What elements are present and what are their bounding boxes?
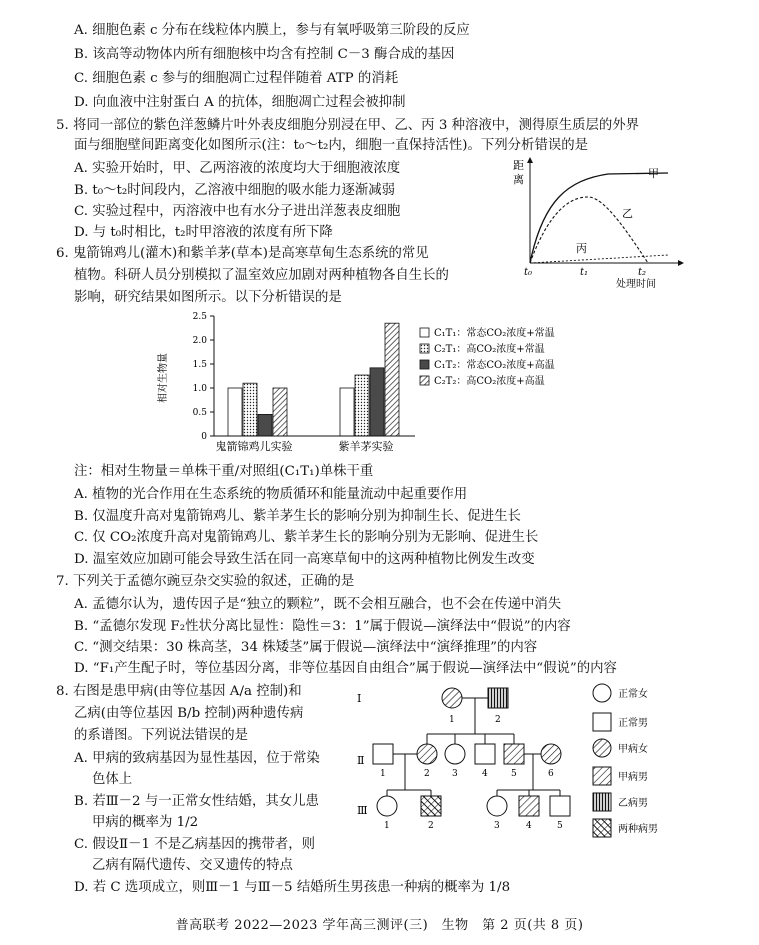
q7-stem: 7. 下列关于孟德尔豌豆杂交实验的叙述，正确的是 bbox=[56, 574, 355, 589]
generation-label-3: Ⅲ bbox=[357, 804, 368, 817]
pedigree-III-3 bbox=[487, 796, 507, 816]
q4-option-c: C. 细胞色素 c 参与的细胞凋亡过程伴随着 ATP 的消耗 bbox=[74, 71, 399, 86]
pedigree-II-3 bbox=[445, 744, 465, 764]
generation-label-1: Ⅰ bbox=[357, 692, 362, 705]
curve-label-bing: 丙 bbox=[576, 242, 587, 255]
svg-text:2: 2 bbox=[495, 715, 501, 725]
svg-text:2: 2 bbox=[424, 769, 430, 779]
chart-legend-swatch bbox=[420, 376, 429, 385]
svg-text:1: 1 bbox=[449, 715, 455, 725]
tick-t1: t₁ bbox=[580, 267, 589, 278]
q6-option-b: B. 仅温度升高对鬼箭锦鸡儿、紫羊茅生长的影响分别为抑制生长、促进生长 bbox=[74, 509, 521, 524]
pedigree-I-2 bbox=[488, 688, 508, 708]
q8-option-a-cont: 色体上 bbox=[92, 772, 133, 787]
legend-jia-female-icon bbox=[593, 739, 611, 757]
tick-t2: t₂ bbox=[638, 267, 647, 278]
q8-option-c: C. 假设Ⅱ－1 不是乙病基因的携带者，则 bbox=[74, 837, 316, 852]
q8-option-c-cont: 乙病有隔代遗传、交叉遗传的特点 bbox=[92, 858, 293, 873]
legend-label: 甲病女 bbox=[618, 744, 648, 755]
legend-label: 两种病男 bbox=[618, 824, 658, 835]
q8-option-b-cont: 甲病的概率为 1/2 bbox=[92, 815, 199, 830]
q8-stem-line1: 8. 右图是患甲病(由等位基因 A/a 控制)和 bbox=[56, 684, 302, 699]
chart-category-label: 鬼箭锦鸡儿实验 bbox=[215, 440, 293, 453]
pedigree-III-5 bbox=[550, 796, 570, 816]
chart-legend-label: C₁T₂：常态CO₂浓度+高温 bbox=[434, 360, 555, 371]
generation-label-2: Ⅱ bbox=[357, 754, 365, 767]
pedigree-II-5 bbox=[504, 744, 524, 764]
q6-option-c: C. 仅 CO₂浓度升高对鬼箭锦鸡儿、紫羊茅生长的影响分别为无影响、促进生长 bbox=[74, 530, 539, 545]
q4-option-d: D. 向血液中注射蛋白 A 的抗体，细胞凋亡过程会被抑制 bbox=[74, 95, 406, 110]
q6-note: 注：相对生物量＝单株干重/对照组(C₁T₁)单株干重 bbox=[74, 464, 374, 479]
svg-text:3: 3 bbox=[452, 769, 458, 779]
q6-stem-line1: 6. 鬼箭锦鸡儿(灌木)和紫羊茅(草本)是高寒草甸生态系统的常见 bbox=[56, 246, 429, 261]
q5-option-c: C. 实验过程中，丙溶液中也有水分子进出洋葱表皮细胞 bbox=[74, 204, 401, 219]
svg-text:4: 4 bbox=[526, 821, 532, 831]
q7-option-c: C. “测交结果：30 株高茎，34 株矮茎”属于假说—演绎法中“演绎推理”的内容 bbox=[74, 640, 538, 655]
q8-stem-line3: 的系谱图。下列说法错误的是 bbox=[74, 728, 249, 743]
pedigree-II-4 bbox=[475, 744, 495, 764]
curve-label-yi: 乙 bbox=[622, 207, 633, 220]
q4-option-a: A. 细胞色素 c 分布在线粒体内膜上，参与有氧呼吸第三阶段的反应 bbox=[74, 23, 470, 38]
q6-option-d: D. 温室效应加剧可能会导致生活在同一高寒草甸中的这两种植物比例发生改变 bbox=[74, 552, 535, 567]
q8-option-d: D. 若 C 选项成立，则Ⅲ－1 与Ⅲ－5 结婚所生男孩患一种病的概率为 1/8 bbox=[74, 880, 511, 895]
q5-stem-line2: 面与细胞壁间距离变化如图所示(注：t₀～t₂内，细胞一直保持活性)。下列分析错误的是 bbox=[74, 138, 589, 153]
q8-option-a: A. 甲病的致病基因为显性基因，位于常染 bbox=[74, 751, 320, 766]
svg-text:5: 5 bbox=[557, 821, 563, 831]
q7-option-d: D. “F₁产生配子时，等位基因分离，非等位基因自由组合”属于假说—演绎法中“假说”的内容 bbox=[74, 661, 617, 676]
page-footer: 普高联考 2022—2023 学年高三测评(三) 生物 第 2 页(共 8 页) bbox=[175, 918, 584, 933]
chart-y-tick-label: 2.5 bbox=[192, 312, 207, 322]
svg-text:6: 6 bbox=[548, 769, 554, 779]
q5-stem-line1: 5. 将同一部位的紫色洋葱鳞片叶外表皮细胞分别浸在甲、乙、丙 3 种溶液中，测得原生质层的外界 bbox=[56, 118, 640, 133]
q8-option-b: B. 若Ⅲ－2 与一正常女性结婚，其女儿患 bbox=[74, 794, 319, 809]
chart-legend-label: C₂T₁：高CO₂浓度+常温 bbox=[434, 344, 545, 355]
q8-pedigree bbox=[355, 682, 685, 852]
pedigree-III-1 bbox=[377, 796, 397, 816]
chart-y-label: 相对生物量 bbox=[158, 353, 169, 403]
legend-yi-male-icon bbox=[593, 793, 611, 811]
legend-label: 乙病男 bbox=[618, 798, 648, 809]
svg-text:4: 4 bbox=[482, 769, 488, 779]
graph-x-label: 处理时间 bbox=[616, 279, 656, 290]
chart-y-tick-label: 1.0 bbox=[192, 384, 207, 394]
chart-bar bbox=[228, 388, 242, 436]
pedigree-I-1 bbox=[442, 688, 462, 708]
legend-label: 甲病男 bbox=[618, 772, 648, 783]
q5-option-d: D. 与 t₀时相比，t₂时甲溶液的浓度有所下降 bbox=[74, 225, 333, 240]
q5-option-b: B. t₀～t₂时间段内，乙溶液中细胞的吸水能力逐渐减弱 bbox=[74, 183, 396, 198]
pedigree-III-2 bbox=[421, 796, 441, 816]
chart-bar bbox=[243, 383, 257, 436]
graph-y-arrow bbox=[527, 157, 533, 163]
q8-stem-line2: 乙病(由等位基因 B/b 控制)两种遗传病 bbox=[74, 706, 304, 721]
pedigree-III-4 bbox=[519, 796, 539, 816]
chart-bar bbox=[340, 388, 354, 436]
q6-stem-line2: 植物。科研人员分别模拟了温室效应加剧对两种植物各自生长的 bbox=[74, 268, 449, 283]
svg-text:1: 1 bbox=[380, 769, 386, 779]
graph-x-arrow bbox=[678, 260, 684, 266]
chart-legend-swatch bbox=[420, 360, 429, 369]
chart-legend-label: C₁T₁：常态CO₂浓度+常温 bbox=[434, 328, 555, 339]
chart-legend-swatch bbox=[420, 344, 429, 353]
chart-bar bbox=[258, 414, 272, 436]
pedigree-II-2 bbox=[417, 744, 437, 764]
chart-legend-label: C₂T₂：高CO₂浓度+高温 bbox=[434, 376, 545, 387]
curve-label-jia: 甲 bbox=[648, 167, 659, 180]
chart-category-label: 紫羊茅实验 bbox=[338, 440, 394, 453]
chart-legend-swatch bbox=[420, 328, 429, 337]
chart-y-tick-label: 0.5 bbox=[192, 408, 207, 418]
chart-bar bbox=[355, 375, 369, 436]
legend-normal-male-icon bbox=[593, 713, 611, 731]
chart-y-tick-label: 2.0 bbox=[192, 336, 207, 346]
q6-bar-chart bbox=[150, 308, 600, 456]
q6-stem-line3: 影响，研究结果如图所示。以下分析错误的是 bbox=[74, 290, 342, 305]
svg-text:1: 1 bbox=[384, 821, 390, 831]
legend-label: 正常女 bbox=[618, 689, 648, 700]
graph-y-label-1: 距 bbox=[513, 159, 524, 172]
legend-normal-female-icon bbox=[593, 684, 611, 702]
chart-bar bbox=[385, 323, 399, 436]
q5-distance-graph bbox=[508, 155, 688, 290]
q7-option-a: A. 孟德尔认为，遗传因子是“独立的颗粒”，既不会相互融合，也不会在传递中消失 bbox=[74, 597, 562, 612]
legend-both-male-icon bbox=[593, 819, 611, 837]
q5-option-a: A. 实验开始时，甲、乙两溶液的浓度均大于细胞液浓度 bbox=[74, 161, 401, 176]
graph-y-label-2: 离 bbox=[513, 173, 524, 186]
legend-label: 正常男 bbox=[618, 718, 648, 729]
q6-option-a: A. 植物的光合作用在生态系统的物质循环和能量流动中起重要作用 bbox=[74, 487, 468, 502]
chart-y-tick-label: 1.5 bbox=[192, 360, 207, 370]
q4-option-b: B. 该高等动物体内所有细胞核中均含有控制 C－3 酶合成的基因 bbox=[74, 47, 455, 62]
chart-y-tick-label: 0 bbox=[201, 432, 207, 442]
q7-option-b: B. “孟德尔发现 F₂性状分离比显性：隐性＝3：1”属于假说—演绎法中“假说”的内容 bbox=[74, 619, 571, 634]
curve-jia bbox=[530, 173, 668, 263]
chart-bar bbox=[370, 368, 384, 436]
svg-text:5: 5 bbox=[511, 769, 517, 779]
chart-bar bbox=[273, 388, 287, 436]
legend-jia-male-icon bbox=[593, 767, 611, 785]
svg-text:2: 2 bbox=[428, 821, 434, 831]
pedigree-II-6 bbox=[541, 744, 561, 764]
svg-text:3: 3 bbox=[494, 821, 500, 831]
pedigree-II-1 bbox=[373, 744, 393, 764]
tick-t0: t₀ bbox=[524, 267, 533, 278]
